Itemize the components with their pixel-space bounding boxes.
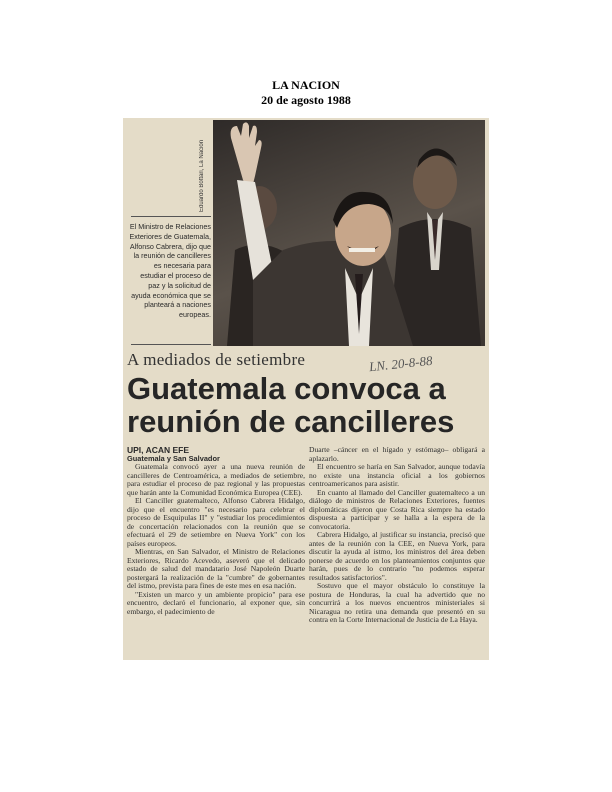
news-photo bbox=[213, 120, 485, 346]
article-byline: UPI, ACAN EFE bbox=[127, 445, 190, 455]
photo-caption: El Ministro de Relaciones Exteriores de Guatemala, Alfonso Cabrera, dijo que la reunión de cancilleres es necesaria para estudiar el proceso de paz y la solicitud de ayuda económica que se planteará a naciones europeas. bbox=[129, 222, 211, 320]
article-paragraph: Cabrera Hidalgo, al justificar su instancia, precisó que antes de la reunión con la CEE, en Nueva York, para discutir la ayuda al istmo, los ministros del área deben ponerse de acuerdo en los planteamientos conjuntos que harán, pues de lo contrario "no podemos esperar resultados satisfactorios". bbox=[309, 530, 485, 582]
handwritten-note: LN. 20-8-88 bbox=[368, 352, 434, 375]
photo-figures-illustration bbox=[213, 120, 485, 346]
article-paragraph: Duarte –cáncer en el hígado y estómago– obligará a aplazarlo. bbox=[309, 445, 485, 463]
photo-credit: Eduardo Bottari, La Nación bbox=[199, 139, 205, 212]
article-paragraph: El Canciller guatemalteco, Alfonso Cabrera Hidalgo, dijo que el encuentro "es necesario para celebrar el proceso de Esquipulas II" y "estudiar los procedimientos de concertación relacionados con la reunión que se efectuará el 29 de setiembre en Nueva York" con los países europeos. bbox=[127, 496, 305, 548]
article-column-right bbox=[309, 446, 485, 625]
article-paragraph: Sostuvo que el mayor obstáculo lo constituye la postura de Honduras, la cual ha advertido que no concurrirá a los nuevos encuentros ministeriales si Nicaragua no retira una demanda que presentó en su contra en la Corte Internacional de Justicia de La Haya. bbox=[309, 581, 485, 624]
caption-top-rule bbox=[131, 216, 211, 217]
caption-bottom-rule bbox=[131, 344, 211, 345]
article-dateline: Guatemala y San Salvador bbox=[127, 453, 220, 463]
newspaper-clipping bbox=[123, 118, 489, 660]
article-paragraph: Guatemala convocó ayer a una nueva reunión de cancilleres de Centroamérica, a mediados de setiembre, para estudiar el proceso de paz regional y las propuestas que harán ante la Comunidad Económica Europea (CEE). bbox=[127, 462, 305, 497]
article-kicker: A mediados de setiembre bbox=[127, 350, 306, 369]
publication-name: LA NACION bbox=[272, 78, 340, 92]
article-paragraph: El encuentro se haría en San Salvador, aunque todavía no existe una instancia oficial a los gobiernos centroamericanos para asistir. bbox=[309, 462, 485, 488]
publication-date: 20 de agosto 1988 bbox=[261, 93, 351, 107]
article-paragraph: Mientras, en San Salvador, el Ministro de Relaciones Exteriores, Ricardo Acevedo, aseveró que el delicado estado de salud del mandatario José Napoleón Duarte postergará la realización de la "cumbre" de gobernantes del istmo, prevista para fines de este mes en esa nación. bbox=[127, 547, 305, 590]
article-headline: Guatemala convoca a reunión de cancilleres bbox=[127, 371, 455, 439]
article-paragraph: En cuanto al llamado del Canciller guatemalteco a un diálogo de ministros de Relaciones Exteriores, fuentes diplomáticas dijeron que Costa Rica siempre ha estado dispuesta a participar y se halla a la espera de la convocatoria. bbox=[309, 487, 485, 531]
article-column-left bbox=[127, 446, 305, 616]
article-paragraph: "Existen un marco y un ambiente propicio" para ese encuentro, declaró el funcionario, al exponer que, sin embargo, el padecimiento de bbox=[127, 589, 305, 616]
